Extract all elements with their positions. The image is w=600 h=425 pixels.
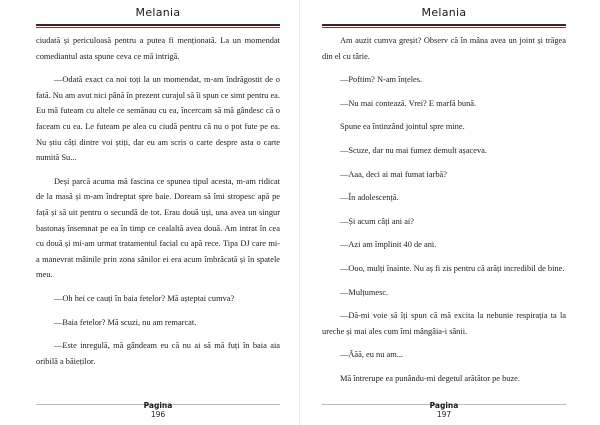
right-page-footer — [322, 401, 566, 419]
page-label: Pagina — [429, 401, 459, 410]
paragraph: —Oh hei ce cauți în baia fetelor? Mă așteptai cumva? — [54, 293, 235, 303]
paragraph: —Mulțumesc. — [340, 287, 389, 297]
paragraph: —Ăăă, eu nu am... — [340, 350, 404, 360]
left-page-body — [36, 33, 280, 377]
page-number: 196 — [150, 410, 166, 419]
paragraph: —Este inregulă, mă gândeam eu că nu ai să mă fuți în baia aia oribilă a băieților. — [36, 341, 280, 366]
paragraph: —Scuze, dar nu mai fumez demult așaceva. — [340, 145, 487, 155]
page-number: 197 — [436, 410, 452, 419]
right-page-header: Melania — [421, 6, 467, 19]
paragraph: —Poftim? N-am înțeles. — [340, 75, 423, 85]
paragraph: —Și acum câți ani ai? — [340, 216, 414, 226]
page-label: Pagina — [143, 401, 173, 410]
paragraph: —Dă-mi voie să îți spun că mă excita la nebunie respirația ta la ureche și mai ales cum îmi mângâia-i sânii. — [322, 311, 566, 336]
paragraph: —Baia fetelor? Mă scuzi, nu am remarcat. — [54, 317, 197, 327]
paragraph: Deși parcă acuma mă fascina ce spunea tipul acesta, m-am ridicat de la masă și m-am îndreptat spre baie. Doream să îmi stropesc apă pe față și să uit pentru o secundă de tot. Erau două uși, una avea un singur bastonaș însemnat pe ea în timp ce cealaltă avea două. Am intrat în cea cu două și mi-am urmat tratamentul facial cu apă rece. Tipa DJ care mi-a manevrat mâinile prin zona sânilor ei era acum îmbrăcată și în spatele meu. — [36, 176, 280, 280]
paragraph: ciudată și periculoasă pentru a putea fi menționată. La un momendat comediantul asta spune ceva ce mă intrigă. — [36, 36, 280, 61]
paragraph: —Azi am împlinit 40 de ani. — [340, 240, 437, 250]
paragraph: —Aaa, deci ai mai fumat iarbă? — [340, 169, 447, 179]
paragraph: Am auzit cumva greșit? Observ că în mâna avea un joint și trăgea din el cu târie. — [322, 36, 566, 61]
right-page — [300, 0, 600, 425]
paragraph: Spune ea întinzând jointul spre mine. — [340, 122, 465, 132]
left-page-header: Melania — [135, 6, 181, 19]
right-page-body — [322, 33, 566, 395]
paragraph: —Nu mai contează. Vrei? E marfă bună. — [340, 98, 477, 108]
paragraph: —Ooo, mulți înainte. Nu aș fi zis pentru că arăți incredibil de bine. — [340, 263, 565, 273]
paragraph: Mă întrerupe ea punându-mi degetul arătător pe buze. — [340, 373, 520, 383]
paragraph: —În adolescență. — [340, 193, 399, 203]
left-page-footer — [36, 401, 280, 419]
paragraph: —Odată exact ca noi toți la un momendat, m-am îndrăgostit de o fată. Nu am avut nici până în prezent curajul să îi spun ce simt pentru ea. Eu mă futeam cu altele ce semănau cu ea, încercam să mă gândesc că o faceam cu ea. Le futeam pe alea cu ciudă pentru că nu o pot fute pe ea. Nu știu câți dintre voi știți, dar eu am scris o carte despre asta o carte numită Su... — [36, 75, 280, 163]
